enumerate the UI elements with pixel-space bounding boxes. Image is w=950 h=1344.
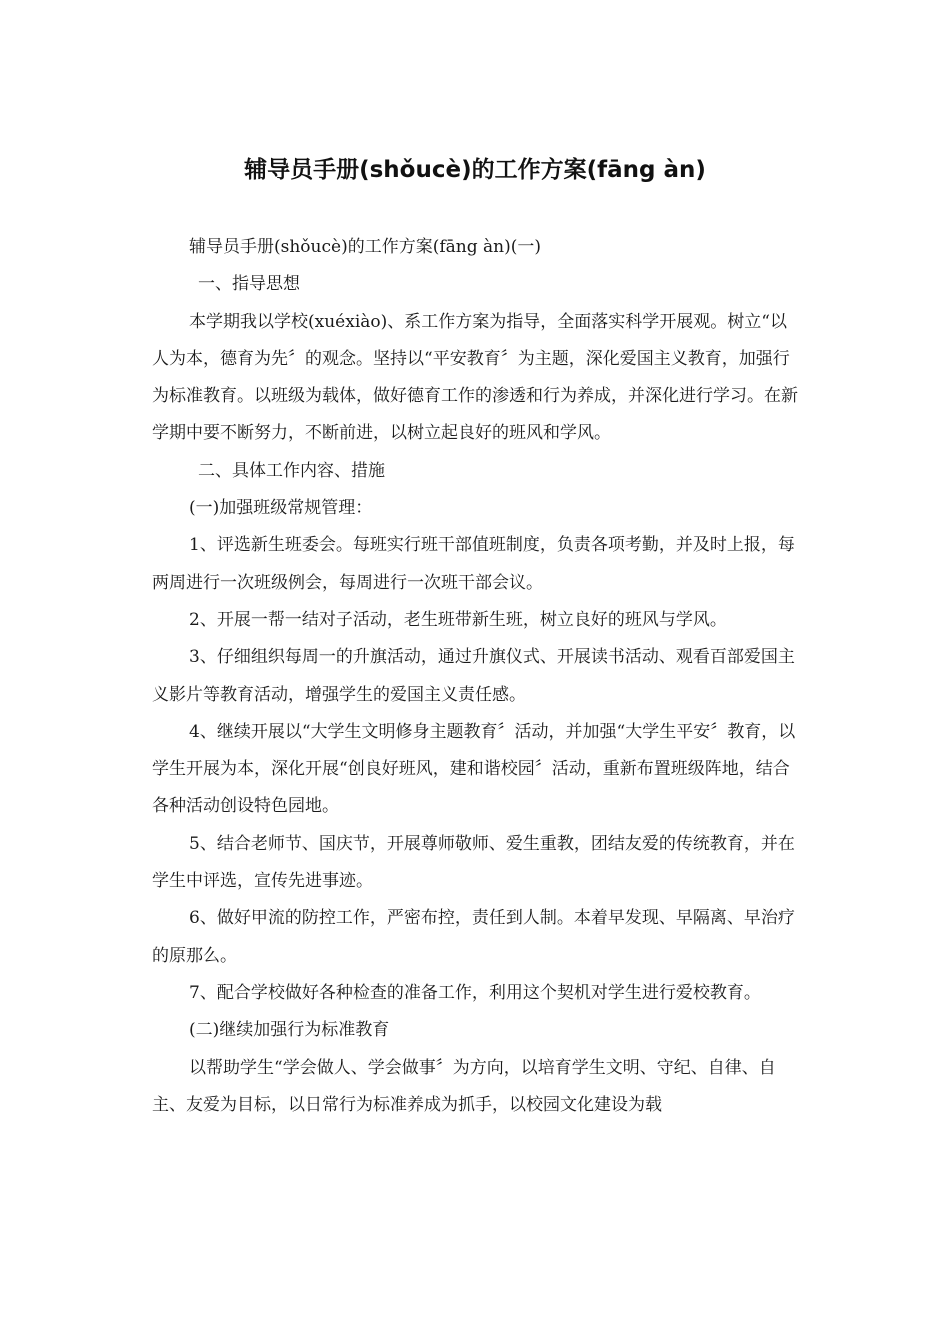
paragraph-guiding-ideology: 本学期我以学校(xuéxiào)、系工作方案为指导，全面落实科学开展观。树立“以人为本，德育为先〞的观念。坚持以“平安教育〞为主题，深化爱国主义教育，加强行为标准教育。以班级为载体，做好德育工作的渗透和行为养成，并深化进行学习。在新学期中要不断努力，不断前进，以树立起良好的班风和学风。 xyxy=(152,311,798,444)
list-item: 1、评选新生班委会。每班实行班干部值班制度，负责各项考勤，并及时上报，每两周进行一次班级例会，每周进行一次班干部会议。 xyxy=(152,535,795,593)
section-heading-work-content: 二、具体工作内容、措施 xyxy=(198,460,385,481)
list-item: 2、开展一帮一结对子活动，老生班带新生班，树立良好的班风与学风。 xyxy=(189,609,727,630)
document-title: 辅导员手册(shǒucè)的工作方案(fāng àn) xyxy=(244,157,706,183)
subsection-heading-behavior-education: (二)继续加强行为标准教育 xyxy=(189,1020,390,1041)
list-item: 6、做好甲流的防控工作，严密布控，责任到人制。本着早发现、早隔离、早治疗的原那么。 xyxy=(152,908,795,966)
paragraph-behavior-education: 以帮助学生“学会做人、学会做事〞为方向，以培育学生文明、守纪、自律、自主、友爱为目标，以日常行为标准养成为抓手，以校园文化建设为载 xyxy=(152,1057,776,1115)
section-heading-guiding-ideology: 一、指导思想 xyxy=(198,274,300,295)
document-subtitle: 辅导员手册(shǒucè)的工作方案(fāng àn)(一) xyxy=(189,237,541,257)
list-item: 5、结合老师节、国庆节，开展尊师敬师、爱生重教，团结友爱的传统教育，并在学生中评选，宣传先进事迹。 xyxy=(152,833,795,892)
list-item: 3、仔细组织每周一的升旗活动，通过升旗仪式、开展读书活动、观看百部爱国主义影片等教育活动，增强学生的爱国主义责任感。 xyxy=(152,647,795,705)
list-item: 4、继续开展以“大学生文明修身主题教育〞活动，并加强“大学生平安〞教育，以学生开展为本，深化开展“创良好班风，建和谐校园〞活动，重新布置班级阵地，结合各种活动创设特色园地。 xyxy=(152,721,796,817)
document-body xyxy=(152,229,802,1124)
subsection-heading-class-management: (一)加强班级常规管理： xyxy=(189,498,373,519)
list-item: 7、配合学校做好各种检查的准备工作，利用这个契机对学生进行爱校教育。 xyxy=(189,982,761,1003)
